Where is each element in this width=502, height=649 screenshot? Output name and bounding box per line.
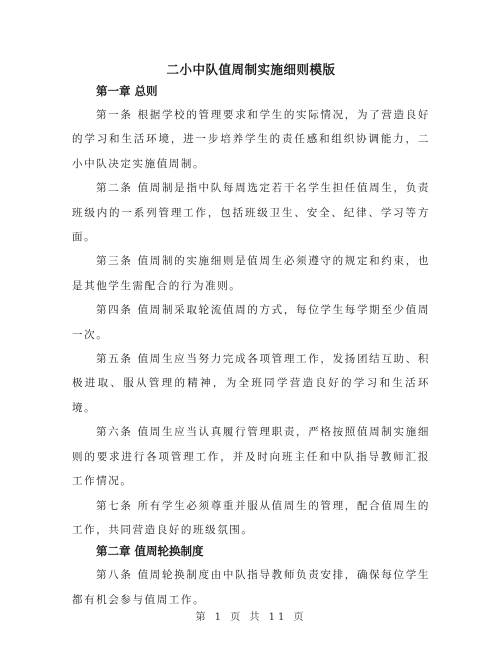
document-body [72, 84, 430, 612]
document-title: 二小中队值周制实施细则模版 [166, 62, 336, 77]
article-7: 第七条 所有学生必须尊重并服从值周生的管理，配合值周生的工作，共同营造良好的班级氛围。 [72, 499, 430, 536]
chapter-2-heading: 第二章 值周轮换制度 [96, 544, 204, 559]
page-footer: 第 1 页 共 11 页 [195, 612, 307, 623]
article-8: 第八条 值周轮换制度由中队指导教师负责安排，确保每位学生都有机会参与值周工作。 [72, 569, 430, 606]
article-6: 第六条 值周生应当认真履行管理职责，严格按照值周制实施细则的要求进行各项管理工作，并及时向班主任和中队指导教师汇报工作情况。 [72, 426, 430, 488]
article-1: 第一条 根据学校的管理要求和学生的实际情况，为了营造良好的学习和生活环境，进一步培养学生的责任感和组织协调能力，二小中队决定实施值周制。 [72, 109, 430, 170]
article-5: 第五条 值周生应当努力完成各项管理工作，发扬团结互助、积极进取、服从管理的精神，为全班同学营造良好的学习和生活环境。 [72, 353, 430, 414]
article-2: 第二条 值周制是指中队每周选定若干名学生担任值周生，负责班级内的一系列管理工作，包括班级卫生、安全、纪律、学习等方面。 [72, 182, 430, 244]
article-3: 第三条 值周制的实施细则是值周生必须遵守的规定和约束，也是其他学生需配合的行为准则。 [72, 255, 430, 292]
article-4: 第四条 值周制采取轮流值周的方式，每位学生每学期至少值周一次。 [72, 304, 430, 341]
chapter-1-heading: 第一章 总则 [96, 84, 158, 98]
